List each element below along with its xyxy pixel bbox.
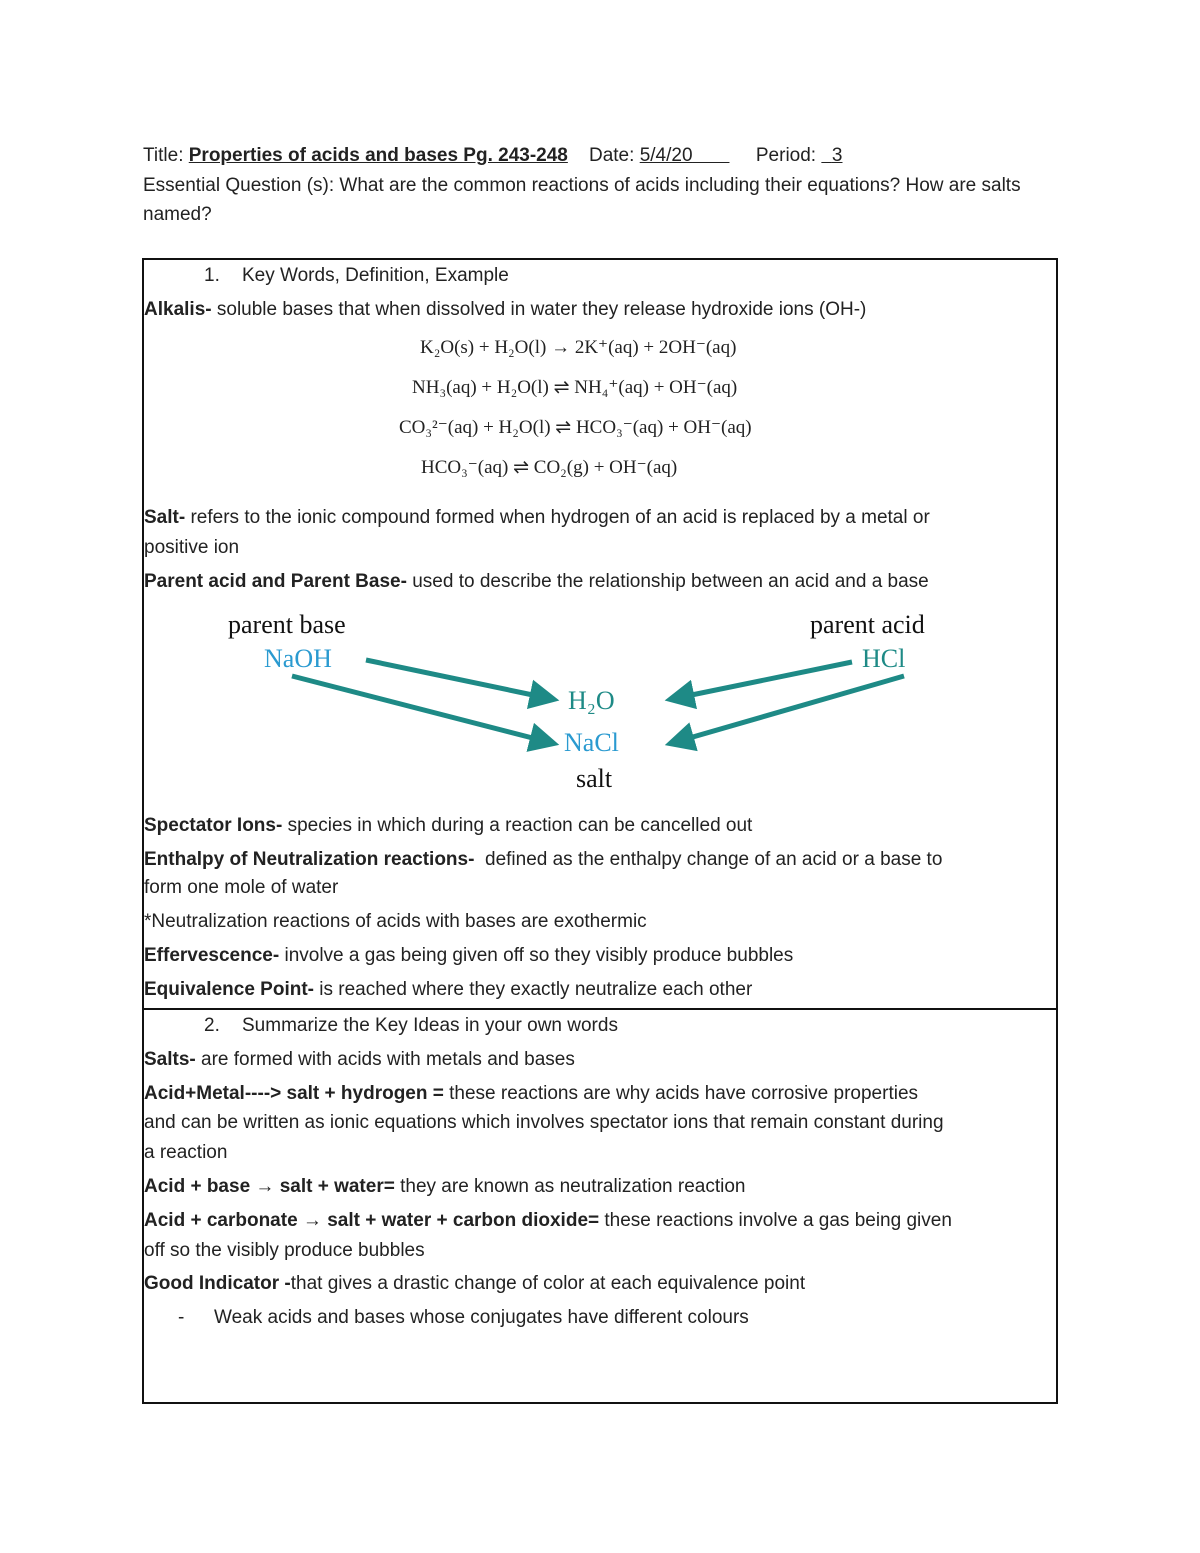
period-label: Period: — [755, 145, 817, 166]
acid-metal-summary-cont: and can be written as ionic equations which involves spectator ions that remain constant during — [144, 1112, 944, 1133]
base-formula: NaOH — [264, 644, 332, 673]
acid-base-summary: Acid + base → salt + water= they are known as neutralization reaction — [144, 1176, 746, 1197]
equation-3: CO₃²⁻(aq) + H₂O(l) ⇌ HCO₃⁻(aq) + OH⁻(aq) — [399, 417, 752, 438]
parent-base-label: parent base — [228, 610, 346, 639]
arrow-base-to-water — [366, 660, 552, 699]
indicator-summary: Good Indicator -that gives a drastic change of color at each equivalence point — [144, 1273, 806, 1294]
title-label: Title: — [143, 145, 184, 166]
enthalpy-definition: Enthalpy of Neutralization reactions- defined as the enthalpy change of an acid or a base to — [144, 849, 943, 870]
bullet-text: Weak acids and bases whose conjugates have different colours — [214, 1307, 749, 1328]
period-value: 3 — [831, 145, 843, 166]
acid-metal-summary-cont2: a reaction — [144, 1142, 228, 1163]
salts-summary: Salts- are formed with acids with metals and bases — [144, 1049, 575, 1070]
salt-label: salt — [576, 764, 613, 793]
assignment-title: Properties of acids and bases Pg. 243-248 — [188, 145, 568, 166]
arrow-base-to-salt — [292, 676, 552, 743]
salt-definition-cont: positive ion — [144, 537, 240, 558]
acid-formula: HCl — [862, 644, 906, 673]
date-label: Date: — [588, 145, 635, 166]
salt-definition: Salt- refers to the ionic compound formed when hydrogen of an acid is replaced by a metal or — [144, 507, 930, 528]
acid-carbonate-summary-cont: off so the visibly produce bubbles — [144, 1240, 425, 1261]
water-formula: H₂O — [568, 686, 615, 715]
spectator-definition: Spectator Ions- species in which during a reaction can be cancelled out — [144, 815, 753, 836]
enthalpy-definition-cont: form one mole of water — [144, 877, 339, 898]
date-value: 5/4/20 — [639, 145, 693, 166]
equation-2: NH₃(aq) + H₂O(l) ⇌ NH₄⁺(aq) + OH⁻(aq) — [412, 377, 738, 398]
parent-definition: Parent acid and Parent Base- used to describe the relationship between an acid and a base — [144, 571, 929, 592]
key-words-section: 1. Key Words, Definition, Example Alkalis- soluble bases that when dissolved in water they release hydroxide ions (OH-) K₂O(s) + H₂O(l) → 2K⁺(aq) + 2OH⁻(aq) NH₃(aq) + H₂O(l) ⇌ NH₄⁺(aq) + OH⁻(aq) CO₃²⁻(aq) + H₂O(l) ⇌ HCO₃⁻(aq) + OH⁻(aq) HCO₃⁻(aq) ⇌ CO₂(g) + OH⁻(aq) Salt- refers to the ionic compound formed when hydrogen of an acid is replaced by a metal or positive ion Parent acid and Parent Base- used to describe the relationship between an acid and a base parent base parent acid NaOH HCl H₂O NaCl salt Spectator Ions- species in which during a reaction can be cancelled out Enthalpy of Neutralization reactions- defined as the enthalpy change of an acid or a base to form one mole of water *Neutralization reactions of acids with bases are exothermic Effervescence- involve a gas being given off so they visibly produce bubbles Equivalence Point- is reached where they exactly neutralize each other — [142, 258, 1058, 1010]
acid-metal-summary: Acid+Metal----> salt + hydrogen = these reactions are why acids have corrosive properties — [144, 1083, 919, 1104]
parent-acid-label: parent acid — [810, 610, 925, 639]
effervescence-definition: Effervescence- involve a gas being given off so they visibly produce bubbles — [144, 945, 794, 966]
essential-question: Essential Question (s): What are the common reactions of acids including their equations? How are salts named? — [143, 175, 1021, 225]
arrow-acid-to-salt — [672, 676, 904, 743]
alkalis-definition: Alkalis- soluble bases that when dissolved in water they release hydroxide ions (OH-) — [144, 299, 867, 320]
bullet-dash: - — [178, 1307, 185, 1328]
exothermic-note: *Neutralization reactions of acids with bases are exothermic — [144, 911, 647, 932]
arrow-acid-to-water — [672, 662, 852, 699]
summary-section: 2. Summarize the Key Ideas in your own words Salts- are formed with acids with metals and bases Acid+Metal----> salt + hydrogen = these reactions are why acids have corrosive properties and can be written as ionic equations which involves spectator ions that remain constant during a reaction Acid + base → salt + water= they are known as neutralization reaction Acid + carbonate → salt + water + carbon dioxide= these reactions involve a gas being given off so the visibly produce bubbles Good Indicator -that gives a drastic change of color at each equivalence point - Weak acids and bases whose conjugates have different colours — [142, 1008, 1058, 1404]
acid-carbonate-summary: Acid + carbonate → salt + water + carbon dioxide= these reactions involve a gas being given — [144, 1210, 952, 1231]
salt-formula: NaCl — [564, 728, 619, 757]
parent-acid-base-diagram — [144, 600, 1056, 800]
title-line — [143, 141, 843, 170]
equation-1: K₂O(s) + H₂O(l) → 2K⁺(aq) + 2OH⁻(aq) — [420, 337, 737, 358]
equivalence-definition: Equivalence Point- is reached where they exactly neutralize each other — [144, 979, 753, 1000]
equation-4: HCO₃⁻(aq) ⇌ CO₂(g) + OH⁻(aq) — [421, 457, 678, 478]
